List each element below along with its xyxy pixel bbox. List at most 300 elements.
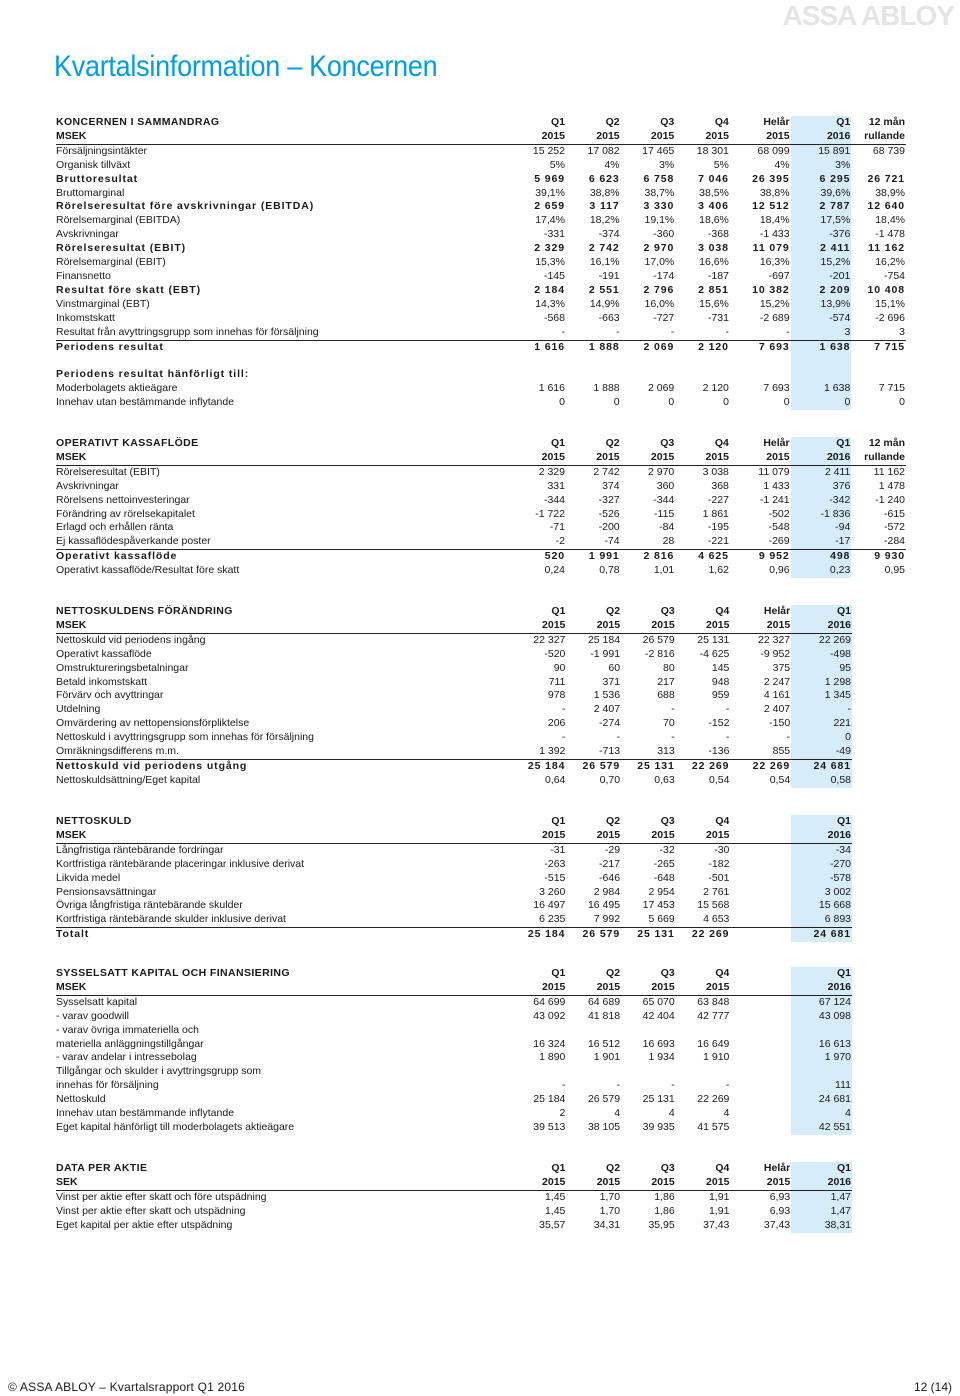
cell-value: 22 327 — [758, 633, 791, 646]
row-label: Moderbolagets aktieägare — [56, 382, 178, 395]
table-row — [56, 535, 906, 549]
column-header: Q4 — [714, 116, 729, 128]
cell-value: 688 — [657, 689, 675, 702]
row-label: Nettoskuld vid periodens ingång — [56, 633, 206, 646]
cell-value: -327 — [598, 493, 620, 506]
table-title: SYSSELSATT KAPITAL OCH FINANSIERING — [56, 967, 290, 979]
cell-value: 3 260 — [539, 885, 566, 898]
cell-value: 3 002 — [791, 886, 852, 900]
cell-value: -1 836 — [791, 508, 852, 522]
cell-value — [730, 899, 791, 913]
table-row — [56, 1051, 852, 1065]
table-row — [56, 731, 852, 745]
column-header: Q3 — [660, 815, 675, 827]
row-label: Vinst per aktie efter skatt och före utspädning — [56, 1190, 267, 1203]
cell-value: -136 — [676, 745, 731, 759]
row-label: Periodens resultat hänförligt till: — [56, 368, 250, 381]
cell-value: 95 — [791, 662, 852, 676]
cell-value: 0,78 — [599, 564, 620, 577]
cell-value: 4 — [791, 1107, 852, 1121]
column-header: Q1 — [791, 1162, 852, 1176]
cell-value: -150 — [769, 717, 791, 730]
cell-value: - — [725, 703, 730, 716]
row-label: Vinstmarginal (EBT) — [56, 297, 150, 310]
row-label: Nettoskuld i avyttringsgrupp som innehas för försäljning — [56, 731, 314, 744]
cell-value: -2 816 — [644, 647, 675, 660]
column-header: Q1 — [551, 605, 566, 617]
page-title: Kvartalsinformation – Koncernen — [54, 50, 438, 83]
cell-value: 12 640 — [867, 200, 905, 213]
cell-value: 37,43 — [763, 1218, 791, 1231]
cell-value: 855 — [730, 745, 791, 759]
table-title: MSEK — [56, 619, 512, 633]
column-header: 2015 — [512, 619, 567, 633]
row-label: Operativt kassaflöde — [56, 550, 178, 563]
column-header: Q1 — [791, 605, 852, 619]
table-row — [56, 1065, 852, 1079]
cell-value: - — [671, 731, 675, 744]
cell-value: 0,54 — [769, 773, 791, 786]
table-row — [56, 759, 852, 773]
cell-value: 11 162 — [873, 465, 905, 478]
cell-value: -174 — [653, 269, 675, 282]
cell-value: 0 — [899, 396, 905, 409]
cell-value — [730, 368, 791, 382]
cell-value: -263 — [544, 857, 566, 870]
cell-value: -17 — [791, 535, 852, 549]
table-title: NETTOSKULD — [56, 815, 132, 827]
cell-value: 18,4% — [875, 214, 905, 227]
cell-value: 26 579 — [587, 1093, 621, 1106]
row-label: Förvärv och avyttringar — [56, 689, 164, 702]
cell-value: 7 693 — [763, 382, 790, 395]
cell-value: -501 — [708, 871, 730, 884]
column-header: 2015 — [621, 981, 676, 995]
cell-value: 10 408 — [867, 283, 905, 296]
cell-value: - — [786, 731, 791, 744]
cell-value: 16 512 — [587, 1037, 621, 1050]
cell-value — [730, 1051, 791, 1065]
column-header: Helår — [763, 1162, 791, 1174]
cell-value: 0,24 — [544, 564, 565, 577]
column-header: Q2 — [606, 605, 621, 617]
cell-value: -344 — [543, 493, 565, 506]
cell-value — [566, 368, 621, 382]
cell-value: 374 — [602, 479, 620, 492]
cell-value: 3 — [851, 326, 906, 340]
column-header: 2015 — [621, 1176, 676, 1190]
cell-value: - — [561, 731, 566, 744]
cell-value: 3% — [791, 159, 852, 173]
column-header: 2015 — [566, 619, 621, 633]
cell-value: 16 613 — [791, 1038, 852, 1052]
cell-value: -502 — [768, 507, 790, 520]
cell-value: - — [730, 326, 791, 340]
row-label: Nettoskuld — [56, 1093, 106, 1106]
cell-value: -29 — [604, 843, 621, 856]
cell-value — [730, 858, 791, 872]
cell-value: 38,8% — [589, 186, 620, 199]
cell-value: 711 — [548, 675, 566, 688]
cell-value: 7 992 — [566, 913, 621, 927]
cell-value: 14,3% — [535, 297, 565, 310]
table-row — [56, 633, 852, 647]
column-header: Q3 — [660, 1162, 675, 1174]
cell-value: 6,93 — [769, 1204, 791, 1217]
cell-value — [566, 1024, 621, 1038]
row-label: Avskrivningar — [56, 479, 119, 492]
row-label: Organisk tillväxt — [56, 158, 131, 171]
cell-value — [791, 1024, 852, 1038]
cell-value: -548 — [768, 521, 790, 534]
cell-value — [730, 886, 791, 900]
cell-value: -30 — [714, 843, 730, 856]
cell-value: - — [566, 326, 621, 340]
row-label: Rörelseresultat (EBIT) — [56, 465, 160, 478]
row-label: materiella anläggningstillgångar — [56, 1037, 204, 1050]
row-label: Rörelsens nettoinvesteringar — [56, 493, 190, 506]
row-label: Operativt kassaflöde/Resultat före skatt — [56, 564, 240, 577]
cell-value: 1 901 — [593, 1051, 621, 1064]
cell-value: -515 — [544, 871, 566, 884]
cell-value: 6,93 — [769, 1190, 791, 1203]
column-header: Q1 — [791, 967, 852, 981]
table-row — [56, 872, 852, 886]
cell-value: -1 433 — [759, 228, 790, 241]
cell-value: -227 — [707, 493, 729, 506]
table-header-row — [56, 437, 906, 451]
cell-value: -754 — [883, 269, 905, 282]
row-label: Försäljningsintäkter — [56, 144, 148, 157]
column-header: 2015 — [676, 829, 731, 843]
cell-value: 0 — [559, 396, 565, 409]
cell-value: 24 681 — [791, 1093, 852, 1107]
cell-value: 0,64 — [544, 773, 566, 786]
cell-value: 376 — [791, 480, 852, 494]
table-row — [56, 228, 906, 242]
cell-value: 0 — [613, 396, 620, 409]
cell-value: 15,2% — [791, 256, 852, 270]
row-label: - varav goodwill — [56, 1009, 129, 1022]
column-header: 2016 — [791, 619, 852, 633]
cell-value: -217 — [599, 857, 621, 870]
cell-value: 4 625 — [698, 550, 729, 563]
table-row — [56, 717, 852, 731]
cell-value: 221 — [791, 717, 852, 731]
cell-value: 0 — [791, 396, 852, 410]
cell-value: 2 816 — [643, 550, 675, 563]
table-header-row — [56, 116, 906, 130]
cell-value: 39 513 — [533, 1120, 566, 1133]
cell-value: -152 — [708, 717, 730, 730]
cell-value: 38,9% — [875, 186, 905, 199]
table-row — [56, 340, 906, 354]
cell-value: 2 659 — [534, 200, 565, 213]
cell-value: -31 — [550, 843, 566, 856]
footer-report-name: © ASSA ABLOY – Kvartalsrapport Q1 2016 — [8, 1380, 246, 1394]
cell-value: 5 969 — [534, 172, 565, 185]
table-row — [56, 494, 906, 508]
cell-value: 2 411 — [791, 242, 852, 256]
cell-value: 22 269 — [752, 759, 791, 772]
cell-value: 313 — [621, 745, 676, 759]
cell-value: 520 — [544, 550, 565, 563]
cell-value: - — [675, 326, 730, 340]
cell-value: 7 046 — [698, 172, 729, 185]
column-header: Q4 — [715, 605, 730, 617]
cell-value: 14,9% — [589, 297, 620, 310]
cell-value: 35,57 — [539, 1218, 566, 1231]
cell-value — [730, 1024, 791, 1038]
cell-value: 16 649 — [697, 1037, 730, 1050]
cell-value — [730, 913, 791, 927]
cell-value: 0,54 — [708, 773, 730, 786]
table-row — [56, 173, 906, 187]
row-label: Totalt — [56, 928, 90, 941]
cell-value: 1,45 — [544, 1190, 566, 1203]
cell-value: 1 890 — [539, 1051, 566, 1064]
cell-value — [730, 928, 791, 942]
table-row — [56, 689, 852, 703]
row-label: Långfristiga räntebärande fordringar — [56, 843, 224, 856]
table-row — [56, 396, 906, 410]
cell-value: 2 184 — [534, 283, 565, 296]
cell-value: 17,5% — [791, 214, 852, 228]
cell-value — [851, 159, 906, 173]
cell-value: 16 497 — [533, 899, 566, 912]
cell-value: -4 625 — [699, 647, 730, 660]
row-label: Förändring av rörelsekapitalet — [56, 507, 195, 520]
cell-value: 42 551 — [791, 1121, 852, 1135]
cell-value: -376 — [791, 228, 852, 242]
cell-value: 68 739 — [872, 144, 905, 157]
cell-value — [511, 354, 566, 368]
cell-value — [730, 995, 791, 1009]
table-row — [56, 843, 852, 857]
table-subheader-row — [56, 451, 906, 465]
table-subheader-row — [56, 130, 906, 144]
cell-value: -182 — [708, 857, 730, 870]
cell-value: 2 742 — [588, 242, 620, 255]
cell-value: 2 742 — [593, 465, 620, 478]
cell-value: 0,23 — [791, 564, 852, 578]
cell-value: 26 579 — [642, 633, 675, 646]
table-row — [56, 913, 852, 927]
column-header — [730, 829, 791, 843]
cell-value: 1,91 — [708, 1190, 730, 1203]
cell-value: 1 392 — [512, 745, 567, 759]
cell-value: -342 — [791, 494, 852, 508]
column-header: 2015 — [511, 130, 566, 144]
table-title: MSEK — [56, 981, 512, 995]
row-label: Innehav utan bestämmande inflytande — [56, 396, 235, 409]
table-nettoskuldens-forandring — [56, 605, 852, 788]
table-row — [56, 1079, 852, 1093]
cell-value — [851, 354, 906, 368]
column-header — [730, 815, 791, 829]
column-header: 12 mån — [868, 437, 905, 449]
cell-value: -1 722 — [535, 507, 565, 520]
cell-value: 16,0% — [644, 297, 675, 310]
cell-value: - — [616, 1079, 621, 1092]
cell-value: 15 252 — [532, 144, 565, 157]
cell-value: - — [671, 1079, 675, 1092]
cell-value: -360 — [653, 228, 675, 241]
table-row — [56, 159, 906, 173]
table-title: MSEK — [56, 829, 512, 843]
table-title: OPERATIVT KASSAFLÖDE — [56, 437, 199, 449]
cell-value: -270 — [791, 858, 852, 872]
cell-value: -187 — [707, 269, 729, 282]
cell-value: 35,95 — [648, 1218, 675, 1231]
cell-value: 17,0% — [644, 256, 675, 269]
column-header: 2015 — [621, 130, 676, 144]
table-row — [56, 774, 852, 788]
cell-value: 22 269 — [791, 633, 852, 647]
table-header-row — [56, 605, 852, 619]
cell-value: -331 — [543, 228, 565, 241]
table-row — [56, 1038, 852, 1052]
cell-value: 39 935 — [642, 1120, 675, 1133]
cell-value: 15,3% — [535, 256, 565, 269]
cell-value: 16,1% — [589, 256, 620, 269]
column-header: Q3 — [660, 605, 675, 617]
cell-value: 4 653 — [676, 913, 731, 927]
cell-value: -713 — [566, 745, 621, 759]
cell-value — [676, 1024, 731, 1038]
cell-value: -1 241 — [759, 493, 790, 506]
table-row — [56, 298, 906, 312]
cell-value: 22 269 — [691, 928, 730, 941]
cell-value: 1 536 — [593, 689, 621, 702]
row-label: Omstruktureringsbetalningar — [56, 661, 189, 674]
cell-value: - — [791, 703, 852, 717]
cell-value: 25 131 — [637, 759, 675, 772]
cell-value: 7 715 — [878, 382, 905, 395]
cell-value: -74 — [566, 535, 621, 549]
cell-value: - — [561, 1079, 566, 1092]
cell-value: 43 092 — [533, 1009, 566, 1022]
row-label: Betald inkomstskatt — [56, 675, 148, 688]
row-label: Likvida medel — [56, 871, 121, 884]
cell-value — [730, 1107, 791, 1121]
cell-value: 10 382 — [752, 283, 790, 296]
table-title: KONCERNEN I SAMMANDRAG — [56, 116, 220, 128]
cell-value: -2 696 — [875, 311, 905, 324]
cell-value: 206 — [547, 717, 566, 730]
cell-value: 38,31 — [791, 1219, 852, 1233]
column-header: Q1 — [791, 437, 852, 451]
cell-value — [730, 1038, 791, 1052]
table-row — [56, 382, 906, 396]
table-row — [56, 144, 906, 158]
column-header: 2016 — [791, 451, 852, 465]
cell-value: 22 269 — [697, 1093, 730, 1106]
cell-value: 90 — [553, 661, 566, 674]
column-header: Q1 — [551, 815, 566, 827]
row-label: Operativt kassaflöde — [56, 647, 152, 660]
table-row — [56, 703, 852, 717]
cell-value: 0 — [668, 396, 675, 409]
cell-value: 3% — [659, 158, 675, 171]
cell-value: 15 668 — [791, 899, 852, 913]
column-header: Q3 — [660, 116, 675, 128]
cell-value: - — [671, 703, 675, 716]
column-header: 2015 — [566, 1176, 621, 1190]
cell-value: 16 693 — [642, 1037, 675, 1050]
column-header: 2015 — [675, 130, 730, 144]
cell-value: 0 — [791, 731, 852, 745]
table-row — [56, 521, 906, 535]
row-label: Periodens resultat — [56, 340, 164, 353]
cell-value: 2 069 — [647, 382, 675, 395]
cell-value: 2 209 — [791, 284, 852, 298]
footer-page-number: 12 (14) — [913, 1380, 952, 1394]
cell-value — [730, 843, 791, 857]
cell-value — [730, 872, 791, 886]
cell-value: -646 — [599, 871, 621, 884]
cell-value: 15,2% — [759, 297, 790, 310]
cell-value: 34,31 — [593, 1218, 621, 1231]
cell-value: 24 681 — [791, 759, 852, 773]
cell-value: 17 082 — [587, 144, 620, 157]
column-header: Helår — [763, 605, 791, 617]
cell-value: -1 991 — [590, 647, 621, 660]
cell-value: 7 715 — [874, 340, 905, 353]
cell-value: 15 568 — [697, 899, 730, 912]
cell-value: 1,70 — [599, 1190, 621, 1203]
table-row — [56, 995, 852, 1009]
cell-value: -145 — [543, 269, 565, 282]
cell-value: 4 — [614, 1107, 621, 1120]
cell-value: 11 079 — [752, 242, 790, 255]
cell-value: 1,86 — [654, 1204, 675, 1217]
cell-value: 18,4% — [759, 214, 790, 227]
cell-value: 145 — [711, 661, 730, 674]
cell-value: 1,47 — [791, 1190, 852, 1204]
cell-value: 1 433 — [763, 479, 790, 492]
cell-value: 25 131 — [637, 928, 675, 941]
row-label: Utdelning — [56, 703, 101, 716]
column-header: Q4 — [715, 1162, 730, 1174]
column-header: Q4 — [714, 437, 729, 449]
cell-value: 25 184 — [527, 759, 566, 772]
column-header: 2015 — [676, 619, 731, 633]
row-label: Bruttoresultat — [56, 172, 139, 185]
cell-value: 2 796 — [643, 283, 675, 296]
cell-value: 18 301 — [696, 144, 729, 157]
row-label: innehas för försäljning — [56, 1079, 159, 1092]
row-label: Inkomstskatt — [56, 311, 115, 324]
cell-value: 1,91 — [708, 1204, 730, 1217]
cell-value: -94 — [791, 521, 852, 535]
column-header: 12 mån — [868, 116, 905, 128]
cell-value: 1 616 — [538, 382, 565, 395]
cell-value: -2 689 — [759, 311, 790, 324]
cell-value: 6 893 — [791, 913, 852, 927]
cell-value: 3 038 — [702, 465, 729, 478]
cell-value: -498 — [791, 648, 852, 662]
cell-value: 15,1% — [875, 297, 905, 310]
row-label: Omräkningsdifferens m.m. — [56, 745, 512, 759]
cell-value: 2 970 — [647, 465, 675, 478]
cell-value: 0 — [723, 396, 729, 409]
cell-value: 17 453 — [642, 899, 675, 912]
cell-value: -84 — [659, 521, 675, 534]
cell-value: 2 407 — [763, 703, 791, 716]
column-header: 2015 — [676, 1176, 731, 1190]
cell-value: - — [725, 731, 730, 744]
